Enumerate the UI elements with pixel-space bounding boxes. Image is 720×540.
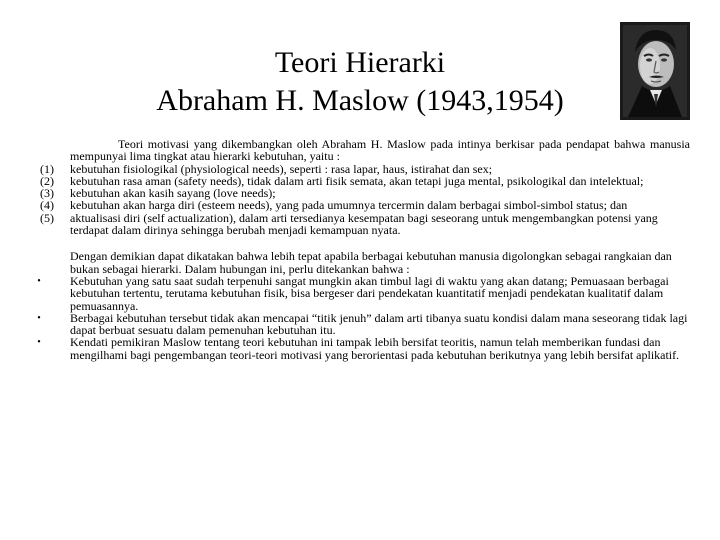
title-line-1: Teori Hierarki — [274, 46, 446, 79]
conclusion-paragraph: Dengan demikian dapat dikatakan bahwa lebih tepat apabila berbagai kebutuhan manusia digolongkan sebagai rangkaian dan bukan sebagai hierarki. Dalam hubungan ini, perlu ditekankan bahwa : — [70, 249, 672, 276]
portrait-icon — [620, 22, 690, 120]
bullet-item-text: Kebutuhan yang satu saat sudah terpenuhi sangat mungkin akan timbul lagi di waktu yang akan datang; Pemuasaan berbagai kebutuhan tertentu, terutama kebutuhan fisik, bisa bergeser dari pendekatan kuantitatif menjadi pendekatan kualitatif dalam pemuasannya. — [70, 273, 669, 313]
list-item-text: aktualisasi diri (self actualization), dalam arti tersedianya kesempatan bagi seseorang untuk mengembangkan potensi yang terdapat dalam dirinya sehingga berubah menjadi kemampuan nyata. — [70, 210, 658, 238]
title-line-2: Abraham H. Maslow (1943,1954) — [156, 84, 564, 117]
bullet-list — [0, 275, 720, 361]
bullet-item — [37, 310, 690, 338]
bullet-item-text: Kendati pemikiran Maslow tentang teori kebutuhan ini tampak lebih bersifat teoritis, namun telah memberikan fundasi dan mengilhami bagi pengembangan teori-teori motivasi yang berorientasi pada kebutuhan berikutnya yang lebih bersifat aplikatif. — [70, 335, 680, 362]
list-marker: (1) — [40, 161, 54, 176]
list-item-text: kebutuhan rasa aman (safety needs), tidak dalam arti fisik semata, akan tetapi juga mental, psikologikal dan intelektual; — [70, 173, 644, 188]
list-item-text: kebutuhan akan kasih sayang (love needs); — [70, 186, 276, 201]
list-item-text: kebutuhan fisiologikal (physiological needs), seperti : rasa lapar, haus, istirahat dan sex; — [70, 161, 493, 176]
list-marker: (5) — [40, 210, 54, 225]
slide-body — [0, 138, 720, 361]
bullet-item — [37, 335, 690, 362]
bullet-icon: • — [37, 337, 41, 349]
list-marker: (4) — [40, 198, 54, 213]
needs-list — [0, 163, 720, 237]
portrait-photo — [620, 22, 690, 120]
list-item-text: kebutuhan akan harga diri (esteem needs), yang pada umumnya tercermin dalam berbagai simbol-simbol status; dan — [70, 198, 628, 213]
slide-title — [100, 44, 620, 120]
bullet-icon: • — [37, 275, 41, 287]
intro-paragraph: Teori motivasi yang dikembangkan oleh Abraham H. Maslow pada intinya berkisar pada pendapat bahwa manusia mempunyai lima tingkat atau hierarki kebutuhan, yaitu : — [70, 137, 690, 164]
bullet-icon: • — [37, 312, 41, 324]
list-marker: (2) — [40, 173, 54, 188]
list-marker: (3) — [40, 186, 54, 201]
list-item — [40, 210, 690, 238]
bullet-item-text: Berbagai kebutuhan tersebut tidak akan mencapai “titik jenuh” dalam arti tibanya suatu kondisi dalam mana seseorang tidak lagi dapat berbuat sesuatu dalam pemenuhan kebutuhan itu. — [70, 310, 688, 338]
bullet-item — [37, 273, 690, 313]
